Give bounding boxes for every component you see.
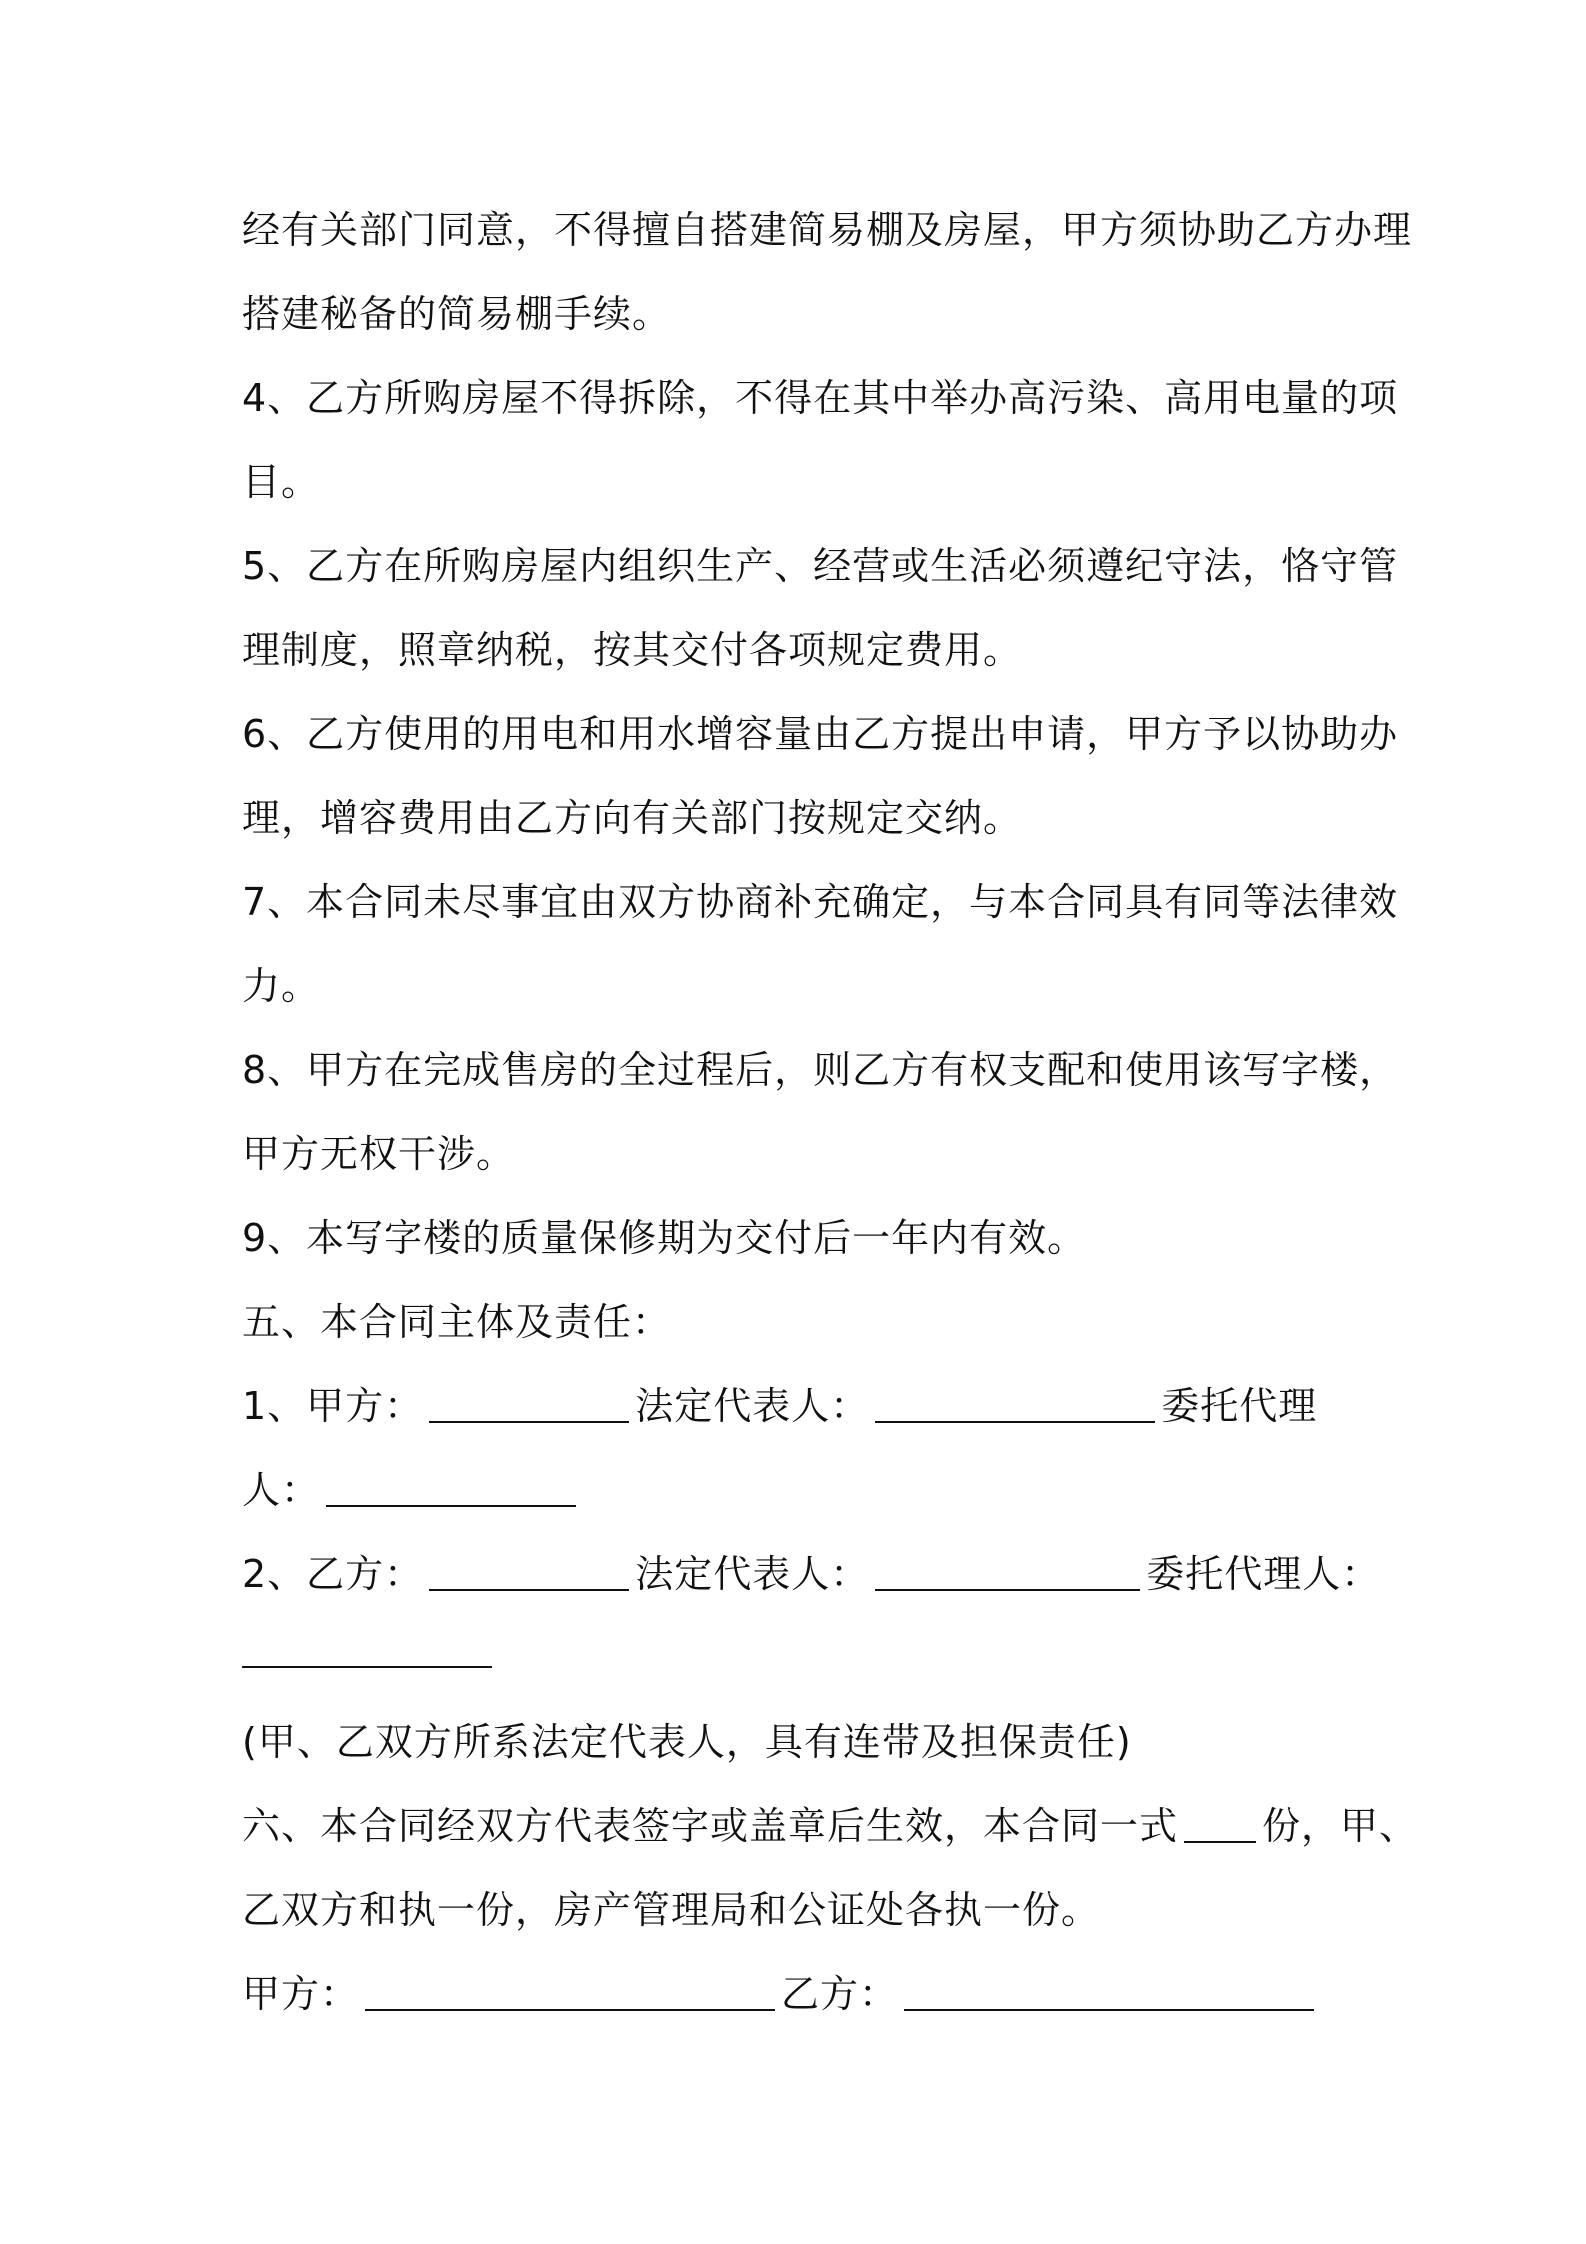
section-six-text: 六、本合同经双方代表签字或盖章后生效，本合同一式 — [242, 1804, 1179, 1848]
section-six-line: 乙双方和执一份，房产管理局和公证处各执一份。 — [242, 1888, 1101, 1932]
signature-party-a-blank[interactable] — [365, 1971, 775, 2011]
clause-6-line: 6、乙方使用的用电和用水增容量由乙方提出申请，甲方予以协助办 — [242, 712, 1399, 756]
party-b-line — [242, 1540, 1381, 1624]
copies-count-blank[interactable] — [1184, 1803, 1256, 1843]
clause-5-line: 理制度，照章纳税，按其交付各项规定费用。 — [242, 628, 1023, 672]
clause-5-line: 5、乙方在所购房屋内组织生产、经营或生活必须遵纪守法，恪守管 — [242, 544, 1399, 588]
party-b-agent-blank[interactable] — [242, 1624, 492, 1668]
signature-party-a-label: 甲方： — [242, 1972, 360, 2016]
party-b-label: 2、乙方： — [242, 1552, 424, 1596]
clause-7-line: 7、本合同未尽事宜由双方协商补充确定，与本合同具有同等法律效 — [242, 880, 1399, 924]
clause-6-line: 理，增容费用由乙方向有关部门按规定交纳。 — [242, 796, 1023, 840]
clause-4-line: 4、乙方所购房屋不得拆除，不得在其中举办高污染、高用电量的项 — [242, 376, 1399, 420]
section-six-text-after: 份，甲、 — [1262, 1804, 1419, 1848]
section-six-line — [242, 1792, 1419, 1876]
guarantee-note: (甲、乙双方所系法定代表人，具有连带及担保责任) — [242, 1720, 1132, 1764]
party-a-line — [242, 1372, 1362, 1456]
clause-4-line: 目。 — [242, 460, 321, 504]
signature-line — [242, 1960, 1362, 2044]
contract-body — [242, 196, 1419, 2044]
clause-7-line: 力。 — [242, 964, 321, 1008]
clause-8-line: 8、甲方在完成售房的全过程后，则乙方有权支配和使用该写字楼， — [242, 1048, 1399, 1092]
party-a-agent-blank[interactable] — [326, 1467, 576, 1507]
party-b-name-blank[interactable] — [429, 1551, 629, 1591]
party-a-agent-label-cont: 人： — [242, 1468, 321, 1512]
party-a-legal-rep-blank[interactable] — [875, 1383, 1155, 1423]
clause-8-line: 甲方无权干涉。 — [242, 1132, 516, 1176]
party-b-legal-rep-label: 法定代表人： — [635, 1552, 870, 1596]
party-a-legal-rep-label: 法定代表人： — [635, 1384, 870, 1428]
paragraph-line: 经有关部门同意，不得擅自搭建简易棚及房屋，甲方须协助乙方办理 — [242, 208, 1413, 252]
signature-party-b-blank[interactable] — [904, 1971, 1314, 2011]
signature-party-b-label: 乙方： — [781, 1972, 899, 2016]
party-a-agent-line — [242, 1456, 1362, 1540]
paragraph-line: 搭建秘备的简易棚手续。 — [242, 292, 672, 336]
party-a-agent-label: 委托代理 — [1161, 1384, 1318, 1428]
section-five-heading: 五、本合同主体及责任： — [242, 1300, 672, 1344]
party-a-name-blank[interactable] — [429, 1383, 629, 1423]
party-b-agent-label: 委托代理人： — [1146, 1552, 1381, 1596]
clause-9-line: 9、本写字楼的质量保修期为交付后一年内有效。 — [242, 1216, 1087, 1260]
party-a-label: 1、甲方： — [242, 1384, 424, 1428]
party-b-legal-rep-blank[interactable] — [875, 1551, 1140, 1591]
party-b-agent-blank-line — [242, 1624, 1362, 1708]
